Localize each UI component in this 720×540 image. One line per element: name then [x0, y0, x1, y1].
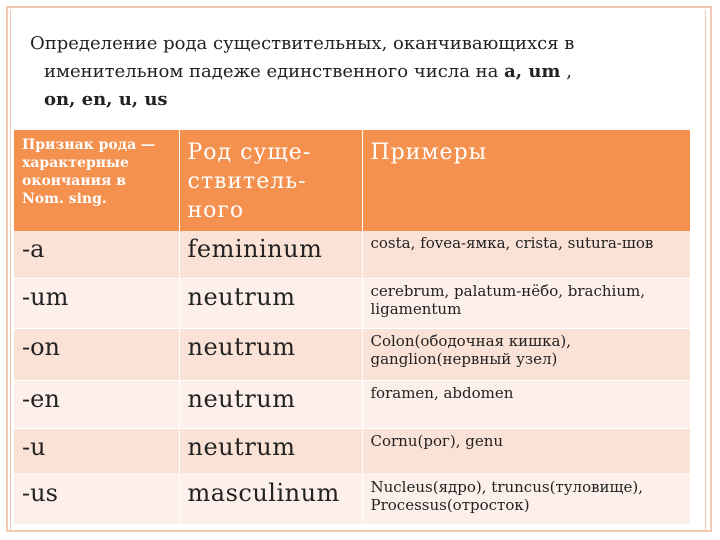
row-suffix: -a: [14, 231, 179, 278]
row-gender: neutrum: [179, 278, 362, 328]
row-examples: foramen, abdomen: [362, 380, 690, 428]
row-gender: neutrum: [179, 380, 362, 428]
row-gender: neutrum: [179, 428, 362, 474]
row-suffix: -on: [14, 328, 179, 380]
row-gender: masculinum: [179, 474, 362, 524]
table-row: [14, 380, 690, 428]
header-examples: Примеры: [362, 130, 690, 231]
title-line-2: [30, 58, 700, 86]
row-examples: Nucleus(ядро), truncus(туловище), Processus(отросток): [362, 474, 690, 524]
row-suffix: -um: [14, 278, 179, 328]
table-header-row: [14, 130, 690, 231]
title-line-3-bold: on, en, u, us: [44, 89, 168, 110]
row-gender: neutrum: [179, 328, 362, 380]
table-row: [14, 428, 690, 474]
row-examples: cerebrum, palatum-нёбо, brachium, ligamentum: [362, 278, 690, 328]
gender-table: [14, 130, 691, 525]
row-suffix: -us: [14, 474, 179, 524]
row-suffix: -en: [14, 380, 179, 428]
title-line-2-text: именительном падеже единственного числа на: [44, 61, 505, 82]
table-row: [14, 474, 690, 524]
header-gender: Род суще-ствитель-ного: [179, 130, 362, 231]
header-sign: Признак рода — характерные окончания в Nom. sing.: [14, 130, 179, 231]
title-line-1: Определение рода существительных, оканчивающихся в: [30, 33, 575, 54]
table-row: [14, 231, 690, 278]
row-gender: femininum: [179, 231, 362, 278]
row-suffix: -u: [14, 428, 179, 474]
row-examples: Cornu(рог), genu: [362, 428, 690, 474]
title-line-3: [30, 86, 700, 114]
row-examples: Colon(ободочная кишка), ganglion(нервный узел): [362, 328, 690, 380]
table-row: [14, 278, 690, 328]
slide-title: [30, 30, 700, 114]
title-line-2-tail: ,: [560, 61, 572, 82]
title-line-2-bold: a, um: [504, 61, 561, 82]
row-examples: costa, fovea-ямка, crista, sutura-шов: [362, 231, 690, 278]
table-row: [14, 328, 690, 380]
